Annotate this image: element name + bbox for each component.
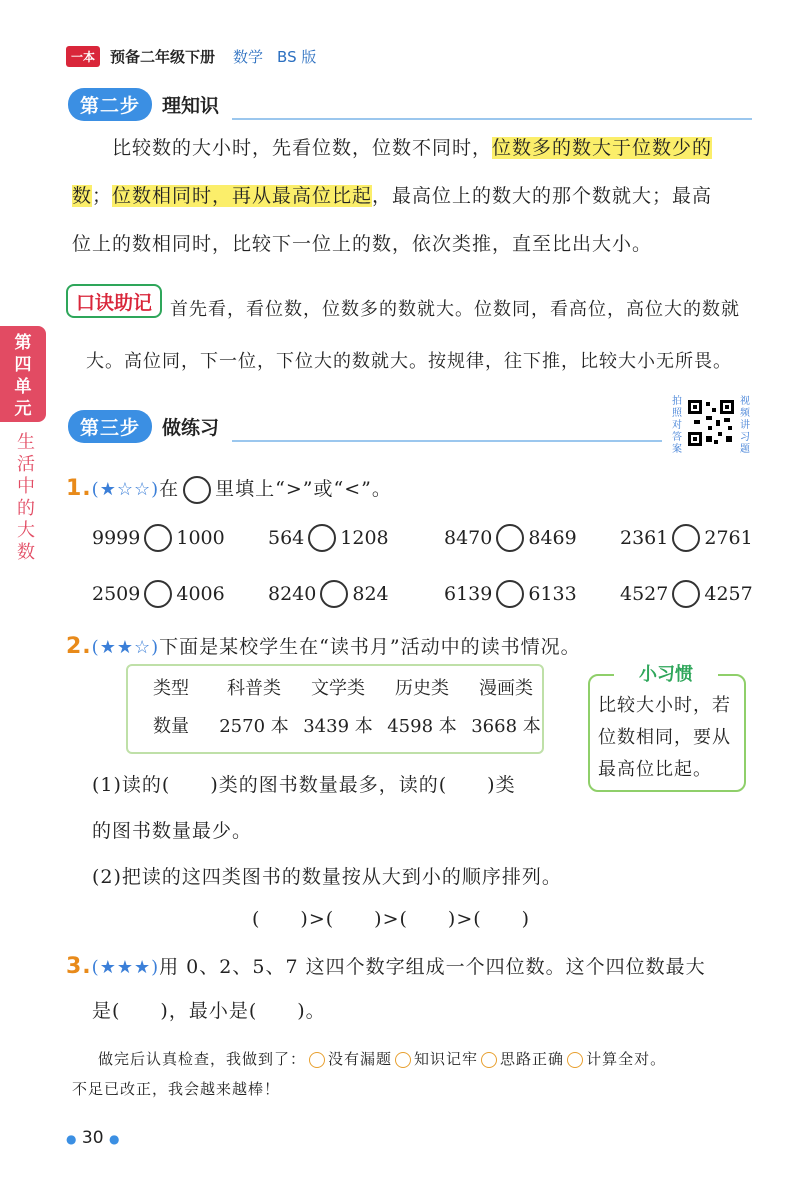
subject-label: 数学 <box>233 47 264 66</box>
compare-item: 6139 6133 <box>444 580 577 608</box>
page-header <box>66 44 316 68</box>
qr-caption-right: 视频讲习题 <box>740 396 750 455</box>
step3-badge: 第三步 <box>68 410 152 443</box>
q2-sub2: (2)把读的这四类图书的数量按从大到小的顺序排列。 <box>92 866 562 888</box>
book-title: 预备二年级下册 <box>110 47 216 66</box>
dot-icon: ● <box>108 1132 120 1146</box>
compare-item: 8240 824 <box>268 580 389 608</box>
circle-icon <box>183 476 211 504</box>
step2-heading <box>68 88 219 120</box>
answer-circle[interactable] <box>308 524 336 552</box>
self-check-line2: 不足已改正，我会越来越棒！ <box>72 1080 281 1098</box>
table-row: 类型 科普类 文学类 历史类 漫画类 <box>153 678 533 699</box>
step3-title: 做练习 <box>162 416 220 439</box>
q3-answer-line[interactable]: 是( )，最小是( )。 <box>92 1000 326 1022</box>
answer-circle[interactable] <box>672 580 700 608</box>
step3-heading <box>68 410 219 442</box>
divider <box>232 440 662 442</box>
answer-circle[interactable] <box>496 580 524 608</box>
question-3: 3.(★★★)用 0、2、5、7 这四个数字组成一个四位数。这个四位数最大 <box>66 954 706 979</box>
mnemonic-badge: 口诀助记 <box>66 284 162 318</box>
reading-table <box>130 668 548 744</box>
step2-badge: 第二步 <box>68 88 152 121</box>
checkbox-icon[interactable] <box>309 1052 325 1068</box>
compare-item: 4527 4257 <box>620 580 753 608</box>
question-1: 1.(★☆☆)在 里填上“>”或“<”。 <box>66 474 392 505</box>
unit-name: 生活中的大数 <box>17 432 35 563</box>
qr-code-icon[interactable] <box>686 398 736 448</box>
divider <box>232 118 752 120</box>
answer-circle[interactable] <box>144 524 172 552</box>
checkbox-icon[interactable] <box>481 1052 497 1068</box>
version-label: BS 版 <box>277 47 317 66</box>
self-check: 做完后认真检查，我做到了： 没有漏题 知识记牢 思路正确 计算全对。 <box>98 1050 667 1068</box>
compare-item: 8470 8469 <box>444 524 577 552</box>
knowledge-paragraph: 比较数的大小时，先看位数，位数不同时，位数多的数大于位数少的 数；位数相同时，再从最高位比起，最高位上的数大的那个数就大；最高 位上的数相同时，比较下一位上的数，依次类推，直至比出大小。 <box>72 137 713 255</box>
answer-circle[interactable] <box>144 580 172 608</box>
compare-item: 564 1208 <box>268 524 389 552</box>
compare-item: 9999 1000 <box>92 524 225 552</box>
qr-caption-left: 拍照对答案 <box>672 396 682 455</box>
checkbox-icon[interactable] <box>395 1052 411 1068</box>
answer-circle[interactable] <box>672 524 700 552</box>
table-row: 数量 2570 本 3439 本 4598 本 3668 本 <box>153 716 541 737</box>
dot-icon: ● <box>66 1132 77 1146</box>
compare-item: 2509 4006 <box>92 580 225 608</box>
habit-title: 小习惯 <box>614 660 718 686</box>
compare-item: 2361 2761 <box>620 524 753 552</box>
q2-sub1-line2: 的图书数量最少。 <box>92 820 253 842</box>
step2-title: 理知识 <box>162 94 220 117</box>
q2-sub1-line1: (1)读的( )类的图书数量最多，读的( )类 <box>92 774 516 796</box>
q2-order-blanks[interactable]: ( )>( )>( )>( ) <box>252 908 531 930</box>
question-2: 2.(★★☆)下面是某校学生在“读书月”活动中的读书情况。 <box>66 634 581 659</box>
mnemonic-text: 首先看，看位数，位数多的数就大。位数同，看高位，高位大的数就大。高位同，下一位，下位大的数就大。按规律，往下推，比较大小无所畏。 <box>86 299 740 372</box>
habit-text: 比较大小时，若位数相同，要从最高位比起。 <box>598 695 731 780</box>
checkbox-icon[interactable] <box>567 1052 583 1068</box>
unit-tab: 第四单元 <box>0 326 46 422</box>
answer-circle[interactable] <box>496 524 524 552</box>
brand-logo: 一本 <box>66 46 100 67</box>
page-number: ● 30 ● <box>66 1128 120 1148</box>
answer-circle[interactable] <box>320 580 348 608</box>
